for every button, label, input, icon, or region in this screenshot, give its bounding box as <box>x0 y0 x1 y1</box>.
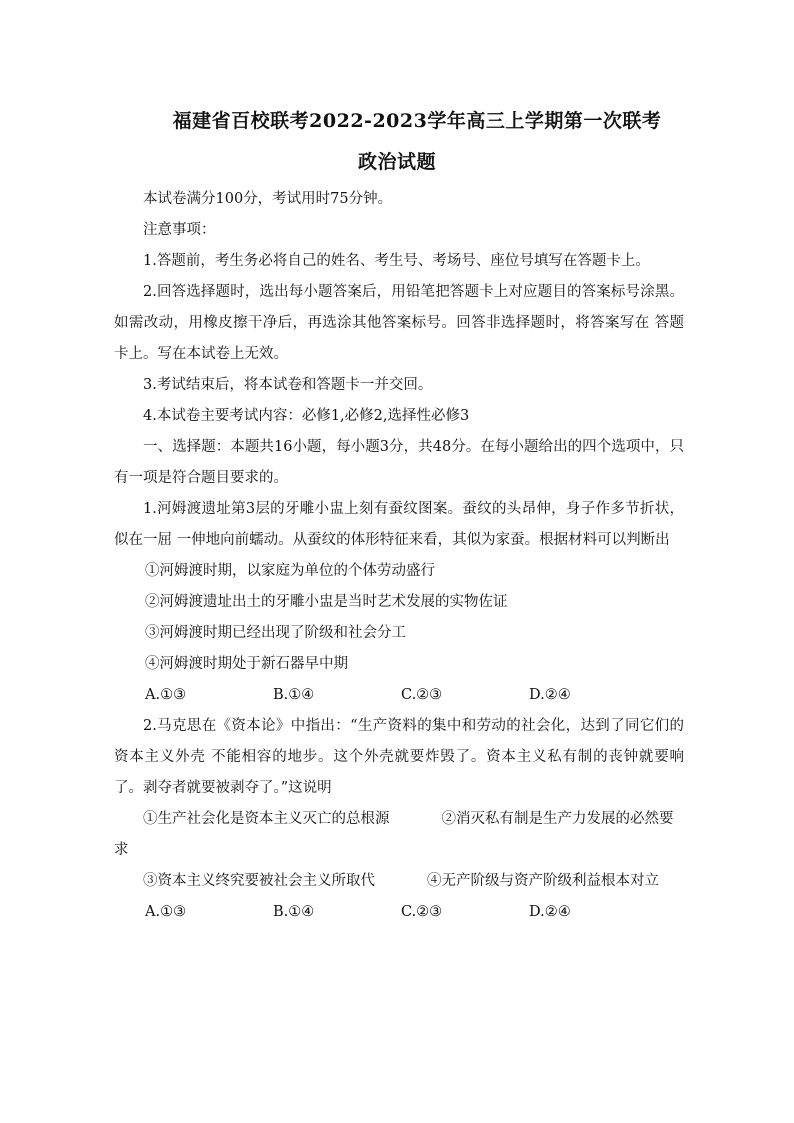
question-1-option-b: B.①④ <box>273 687 315 703</box>
question-2-option-d: D.②④ <box>529 904 571 920</box>
question-2-option-b: B.①④ <box>273 904 315 920</box>
question-2-items-row-2 <box>114 866 684 897</box>
question-1-item-2: ②河姆渡遗址出土的牙雕小盅是当时艺术发展的实物佐证 <box>145 594 508 610</box>
question-2-option-c: C.②③ <box>401 904 443 920</box>
question-1-item-4: ④河姆渡时期处于新石器早中期 <box>145 656 348 672</box>
document-title: 福建省百校联考2022-2023学年高三上学期第一次联考 <box>172 110 662 132</box>
question-1-options <box>114 680 684 711</box>
section-one-heading: 一、选择题：本题共16小题，每小题3分，共48分。在每小题给出的四个选项中，只有一项是符合题目要求的。 <box>114 439 684 486</box>
notice-3: 3.考试结束后，将本试卷和答题卡一并交回。 <box>143 377 433 393</box>
notice-2: 2.回答选择题时，选出每小题答案后，用铅笔把答题卡上对应题目的答案标号涂黑。如需改动，用橡皮擦干净后，再选涂其他答案标号。回答非选择题时，将答案写在 答题卡上。写在本试卷上无效。 <box>114 284 684 362</box>
question-1-stem: 1.河姆渡遗址第3层的牙雕小盅上刻有蚕纹图案。蚕纹的头昂伸，身子作多节折状，似在一屈 一伸地向前蠕动。从蚕纹的体形特征来看，其似为家蚕。根据材料可以判断出 <box>114 501 684 548</box>
notice-1: 1.答题前，考生务必将自己的姓名、考生号、考场号、座位号填写在答题卡上。 <box>143 253 650 269</box>
document-body <box>114 184 684 928</box>
question-1-item-3: ③河姆渡时期已经出现了阶级和社会分工 <box>145 625 406 641</box>
question-2-stem: 2.马克思在《资本论》中指出：“生产资料的集中和劳动的社会化，达到了同它们的资本主义外壳 不能相容的地步。这个外壳就要炸毁了。资本主义私有制的丧钟就要响了。剥夺者就要被剥夺了。”这说明 <box>114 718 684 796</box>
question-2-item-4: ④无产阶级与资产阶级利益根本对立 <box>427 873 659 889</box>
notice-4: 4.本试卷主要考试内容：必修1,必修2,选择性必修3 <box>143 408 470 424</box>
question-2-item-1: ①生产社会化是资本主义灭亡的总根源 <box>143 811 390 827</box>
intro-text: 本试卷满分100分，考试用时75分钟。 <box>143 191 393 207</box>
question-1-option-c: C.②③ <box>401 687 443 703</box>
question-1-option-a: A.①③ <box>145 687 187 703</box>
question-2-option-a: A.①③ <box>145 904 187 920</box>
question-2-options <box>114 897 684 928</box>
question-2-items-row-1 <box>114 804 684 866</box>
document-subtitle: 政治试题 <box>357 151 436 173</box>
question-2-item-3: ③资本主义终究要被社会主义所取代 <box>143 873 375 889</box>
notice-heading: 注意事项： <box>143 222 216 238</box>
question-1-option-d: D.②④ <box>529 687 571 703</box>
question-1-item-1: ①河姆渡时期，以家庭为单位的个体劳动盛行 <box>145 563 435 579</box>
question-2-item-2: ②消灭私有制是生产力发展的必然要求 <box>114 811 674 858</box>
